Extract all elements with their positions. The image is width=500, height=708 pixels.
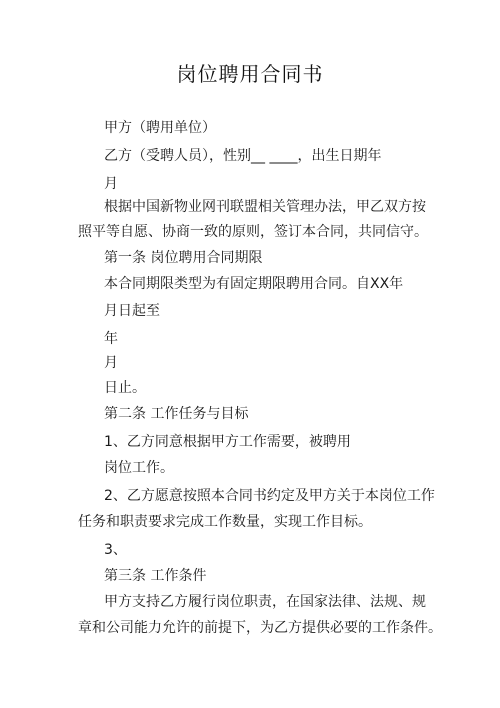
article-2-item-2-cont: 任务和职责要求完成工作数量，实现工作目标。	[78, 514, 372, 530]
article-3-line-1: 甲方支持乙方履行岗位职责，在国家法律、法规、规	[104, 594, 426, 610]
document-title: 岗位聘用合同书	[176, 62, 324, 86]
article-1-line-5: 日止。	[104, 380, 146, 396]
preamble-line-1: 根据中国新物业网刊联盟相关管理办法，甲乙双方按	[104, 199, 426, 215]
preamble-line-2: 照平等自愿、协商一致的原则，签订本合同，共同信守。	[78, 224, 428, 240]
article-2-item-1: 1、乙方同意根据甲方工作需要，被聘用	[104, 434, 351, 450]
article-2-item-2: 2、乙方愿意按照本合同书约定及甲方关于本岗位工作	[104, 488, 435, 504]
article-1-line-4: 月	[104, 355, 118, 371]
article-3-heading: 第三条 工作条件	[104, 568, 207, 584]
article-2-item-1-cont: 岗位工作。	[104, 460, 174, 476]
article-1-line-3: 年	[104, 331, 118, 347]
party-b-line: 乙方（受聘人员），性别__ ____，出生日期年	[104, 148, 382, 164]
party-a-line: 甲方（聘用单位）	[104, 120, 216, 136]
article-1-heading: 第一条 岗位聘用合同期限	[104, 250, 263, 266]
article-2-item-3: 3、	[104, 542, 127, 558]
article-1-line-1: 本合同期限类型为有固定期限聘用合同。自XX年	[104, 276, 404, 292]
article-1-line-2: 月日起至	[104, 303, 160, 319]
birth-month-line: 月	[104, 176, 118, 192]
article-3-line-2: 章和公司能力允许的前提下，为乙方提供必要的工作条件。	[78, 620, 442, 636]
article-2-heading: 第二条 工作任务与目标	[104, 406, 249, 422]
